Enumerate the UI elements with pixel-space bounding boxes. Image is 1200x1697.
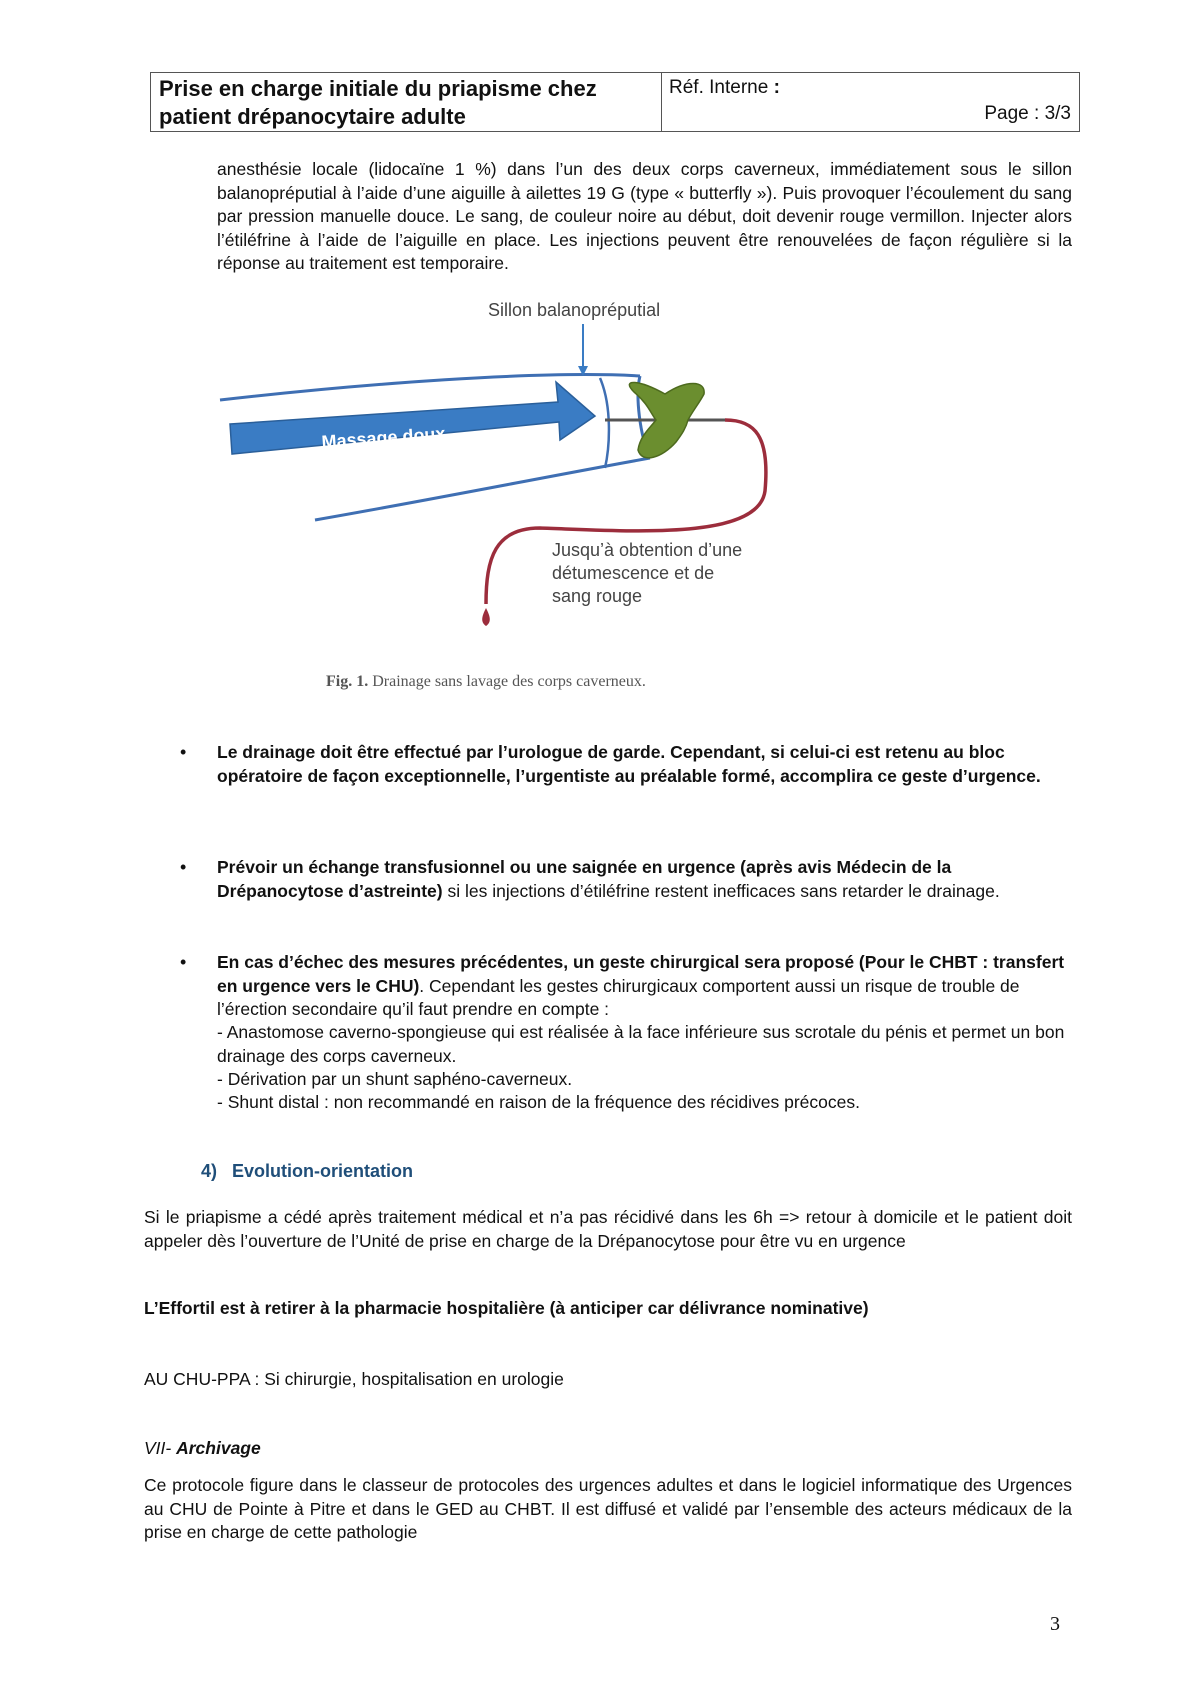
sub-item-shunt: - Shunt distal : non recommandé en raison de la fréquence des récidives précoces.: [217, 1092, 860, 1112]
section-heading-archivage: [144, 1437, 261, 1461]
bullet-icon: •: [180, 952, 187, 972]
chu-note: AU CHU-PPA : Si chirurgie, hospitalisation en urologie: [144, 1369, 564, 1389]
sulcus-line: [600, 378, 609, 468]
bullet-surgery-bold: En cas d’échec des mesures précédentes, un geste chirurgical sera proposé (Pour le CHBT : transfert en urgence vers le CHU): [217, 952, 1065, 996]
figure-caption: [326, 670, 646, 694]
sulcus-label: Sillon balanopréputial: [488, 300, 661, 320]
bullet-surgery-text: . Cependant les gestes chirurgicaux comportent aussi un risque de trouble de l’érection secondaire qu’il faut prendre en compte :: [217, 975, 1020, 1019]
bullet-exchange: [217, 856, 1072, 903]
section-heading-evolution: [201, 1160, 413, 1184]
internal-reference: [669, 75, 780, 101]
effortil-note: L’Effortil est à retirer à la pharmacie hospitalière (à anticiper car délivrance nominative): [144, 1298, 869, 1318]
goal-label-line-2: détumescence et de: [552, 563, 715, 583]
section-title: Archivage: [176, 1438, 261, 1458]
bullet-surgery: [217, 951, 1072, 1022]
figure-caption-number: Fig. 1.: [326, 673, 369, 690]
penis-outline-bottom: [315, 458, 650, 520]
blood-drop-icon: [482, 608, 490, 626]
ref-colon: :: [773, 77, 780, 98]
page-indicator: Page : 3/3: [984, 103, 1071, 124]
section-number: 4): [201, 1161, 218, 1181]
intro-paragraph: anesthésie locale (lidocaïne 1 %) dans l’un des deux corps caverneux, immédiatement sous le sillon balanopréputial à l’aide d’une aiguille à ailettes 19 G (type « butterfly »). Puis provoquer l’écoulement du sang par pression manuelle douce. Le sang, de couleur noire au début, doit devenir rouge vermillon. Injecter alors l’étiléfrine à l’aide de l’aiguille en place. Les injections peuvent être renouvelées de façon régulière si la réponse au traitement est temporaire.: [217, 159, 1072, 273]
bullet-icon: •: [180, 742, 187, 762]
archivage-paragraph: Ce protocole figure dans le classeur de protocoles des urgences adultes et dans le logiciel informatique des Urgences au CHU de Pointe à Pitre et dans le GED au CHBT. Il est diffusé et validé par l’ensemble des acteurs médicaux de la prise en charge de cette pathologie: [144, 1475, 1072, 1542]
bullet-exchange-text: si les injections d’étiléfrine restent inefficaces sans retarder le drainage.: [442, 880, 1000, 901]
figure-drainage: [210, 296, 830, 696]
penis-outline-top: [220, 375, 640, 400]
arrow-label: Massage doux: [320, 423, 447, 452]
evolution-paragraph: Si le priapisme a cédé après traitement médical et n’a pas récidivé dans les 6h => retour à domicile et le patient doit appeler dès l’ouverture de l’Unité de prise en charge de la Drépanocytose pour être vu en urgence: [144, 1207, 1072, 1251]
section-title: Evolution-orientation: [232, 1161, 414, 1181]
document-header: [150, 72, 1080, 132]
page-number: 3: [1050, 1613, 1060, 1635]
header-title-cell: [151, 73, 662, 131]
bullet-icon: •: [180, 857, 187, 877]
goal-label-line-1: Jusqu’à obtention d’une: [552, 540, 743, 560]
bullet-drainage: Le drainage doit être effectué par l’urologue de garde. Cependant, si celui-ci est retenu au bloc opératoire de façon exceptionnelle, l’urgentiste au préalable formé, accomplira ce geste d’urgence.: [217, 742, 1041, 786]
sub-item-derivation: - Dérivation par un shunt saphéno-caverneux.: [217, 1069, 573, 1089]
sub-item-anastomose: - Anastomose caverno-spongieuse qui est réalisée à la face inférieure sus scrotale du pénis et permet un bon drainage des corps caverneux.: [217, 1022, 1065, 1066]
ref-label: Réf. Interne: [669, 77, 769, 98]
goal-label-line-3: sang rouge: [552, 586, 643, 606]
figure-caption-text: Drainage sans lavage des corps caverneux.: [372, 673, 646, 690]
drainage-diagram: [210, 296, 830, 666]
bullet-exchange-bold: Prévoir un échange transfusionnel ou une saignée en urgence (après avis Médecin de la Drépanocytose d’astreinte): [217, 857, 952, 901]
section-number: VII-: [144, 1438, 172, 1458]
document-title: Prise en charge initiale du priapisme chez patient drépanocytaire adulte: [159, 76, 597, 129]
